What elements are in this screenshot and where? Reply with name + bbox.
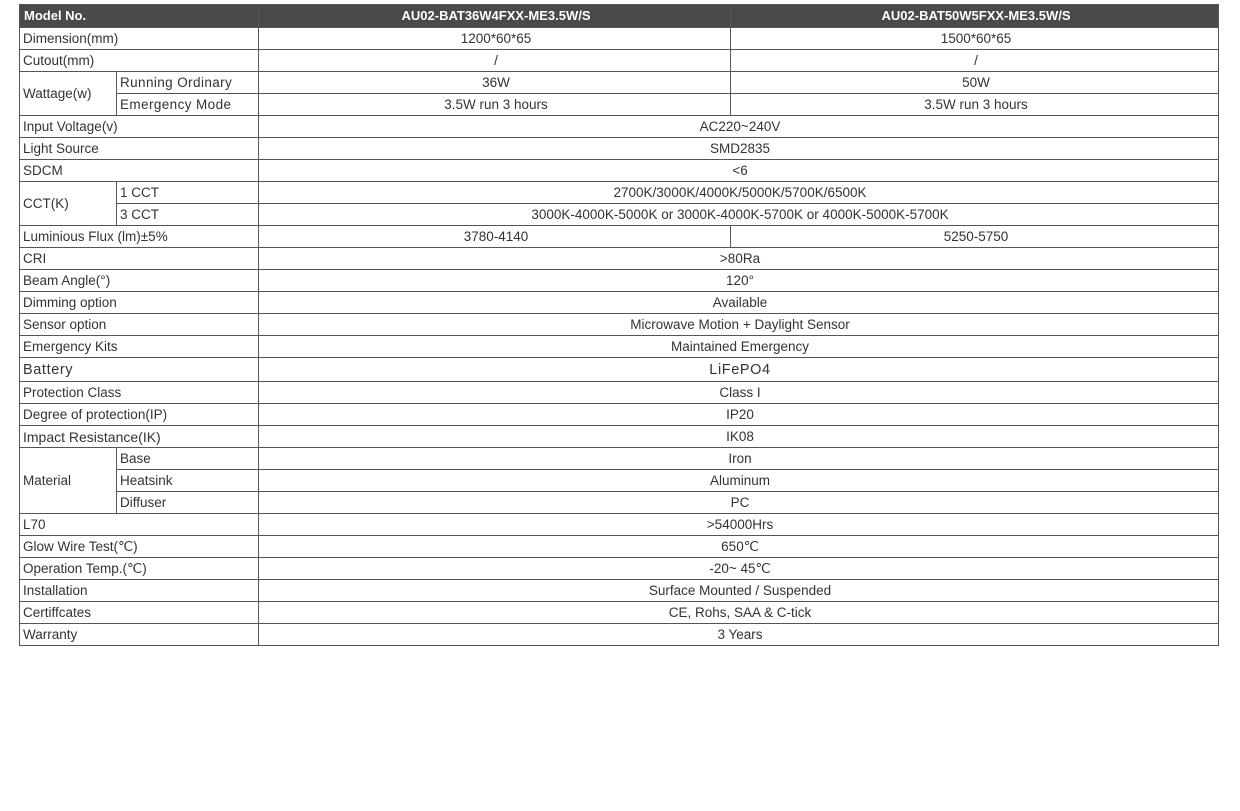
cell-installation: Surface Mounted / Suspended <box>259 580 1219 602</box>
cell-light-source: SMD2835 <box>259 138 1219 160</box>
table-row <box>20 226 1219 248</box>
table-row <box>20 404 1219 426</box>
cell-glow-wire: 650℃ <box>259 536 1219 558</box>
table-row <box>20 182 1219 204</box>
table-row <box>20 116 1219 138</box>
table-row <box>20 448 1219 470</box>
table-row <box>20 160 1219 182</box>
table-row <box>20 382 1219 404</box>
cell-emergency-b: 3.5W run 3 hours <box>731 94 1219 116</box>
table-row <box>20 204 1219 226</box>
row-label-emergency-kits: Emergency Kits <box>20 336 259 358</box>
row-label-ik: Impact Resistance(IK) <box>20 426 259 448</box>
table-row <box>20 358 1219 382</box>
cell-flux-b: 5250-5750 <box>731 226 1219 248</box>
table-row <box>20 470 1219 492</box>
table-row <box>20 138 1219 160</box>
row-label-ip: Degree of protection(IP) <box>20 404 259 426</box>
header-row <box>20 5 1219 28</box>
row-label-certificates: Certiffcates <box>20 602 259 624</box>
cell-3cct: 3000K-4000K-5000K or 3000K-4000K-5700K or 4000K-5000K-5700K <box>259 204 1219 226</box>
table-row <box>20 514 1219 536</box>
table-row <box>20 314 1219 336</box>
table-row <box>20 94 1219 116</box>
cell-warranty: 3 Years <box>259 624 1219 646</box>
header-model-a: AU02-BAT36W4FXX-ME3.5W/S <box>259 5 731 28</box>
table-row <box>20 292 1219 314</box>
cell-diffuser: PC <box>259 492 1219 514</box>
row-label-glow-wire: Glow Wire Test(℃) <box>20 536 259 558</box>
row-label-beam: Beam Angle(°) <box>20 270 259 292</box>
sub-label-3cct: 3 CCT <box>117 204 259 226</box>
cell-base: Iron <box>259 448 1219 470</box>
row-label-protection-class: Protection Class <box>20 382 259 404</box>
sub-label-base: Base <box>117 448 259 470</box>
table-row <box>20 536 1219 558</box>
table-row <box>20 72 1219 94</box>
row-label-cutout: Cutout(mm) <box>20 50 259 72</box>
cell-running-b: 50W <box>731 72 1219 94</box>
table-row <box>20 558 1219 580</box>
cell-1cct: 2700K/3000K/4000K/5000K/5700K/6500K <box>259 182 1219 204</box>
table-row <box>20 426 1219 448</box>
header-model-b: AU02-BAT50W5FXX-ME3.5W/S <box>731 5 1219 28</box>
cell-emergency-kits: Maintained Emergency <box>259 336 1219 358</box>
cell-dimension-b: 1500*60*65 <box>731 28 1219 50</box>
row-label-sdcm: SDCM <box>20 160 259 182</box>
table-row <box>20 492 1219 514</box>
row-label-cct: CCT(K) <box>20 182 117 226</box>
cell-certificates: CE, Rohs, SAA & C-tick <box>259 602 1219 624</box>
table-row <box>20 336 1219 358</box>
cell-input-voltage: AC220~240V <box>259 116 1219 138</box>
sub-label-1cct: 1 CCT <box>117 182 259 204</box>
row-label-light-source: Light Source <box>20 138 259 160</box>
row-label-sensor: Sensor option <box>20 314 259 336</box>
row-label-battery: Battery <box>20 358 259 382</box>
cell-protection-class: Class I <box>259 382 1219 404</box>
cell-cri: >80Ra <box>259 248 1219 270</box>
cell-sensor: Microwave Motion + Daylight Sensor <box>259 314 1219 336</box>
row-label-material: Material <box>20 448 117 514</box>
cell-dimension-a: 1200*60*65 <box>259 28 731 50</box>
row-label-l70: L70 <box>20 514 259 536</box>
table-row <box>20 50 1219 72</box>
spec-table <box>19 4 1219 646</box>
cell-battery: LiFePO4 <box>259 358 1219 382</box>
row-label-installation: Installation <box>20 580 259 602</box>
sub-label-emergency: Emergency Mode <box>117 94 259 116</box>
cell-operation-temp: -20~ 45℃ <box>259 558 1219 580</box>
cell-ik: IK08 <box>259 426 1219 448</box>
row-label-dimension: Dimension(mm) <box>20 28 259 50</box>
table-row <box>20 270 1219 292</box>
table-row <box>20 248 1219 270</box>
cell-l70: >54000Hrs <box>259 514 1219 536</box>
cell-cutout-a: / <box>259 50 731 72</box>
cell-ip: IP20 <box>259 404 1219 426</box>
cell-beam: 120° <box>259 270 1219 292</box>
row-label-dimming: Dimming option <box>20 292 259 314</box>
row-label-wattage: Wattage(w) <box>20 72 117 116</box>
row-label-input-voltage: Input Voltage(v) <box>20 116 259 138</box>
cell-running-a: 36W <box>259 72 731 94</box>
sub-label-running: Running Ordinary <box>117 72 259 94</box>
row-label-warranty: Warranty <box>20 624 259 646</box>
row-label-cri: CRI <box>20 248 259 270</box>
sub-label-diffuser: Diffuser <box>117 492 259 514</box>
cell-heatsink: Aluminum <box>259 470 1219 492</box>
cell-sdcm: <6 <box>259 160 1219 182</box>
cell-dimming: Available <box>259 292 1219 314</box>
cell-emergency-a: 3.5W run 3 hours <box>259 94 731 116</box>
table-row <box>20 28 1219 50</box>
cell-cutout-b: / <box>731 50 1219 72</box>
table-row <box>20 580 1219 602</box>
table-row <box>20 602 1219 624</box>
cell-flux-a: 3780-4140 <box>259 226 731 248</box>
table-row <box>20 624 1219 646</box>
header-model-no: Model No. <box>20 5 259 28</box>
row-label-flux: Luminious Flux (lm)±5% <box>20 226 259 248</box>
row-label-operation-temp: Operation Temp.(℃) <box>20 558 259 580</box>
sub-label-heatsink: Heatsink <box>117 470 259 492</box>
